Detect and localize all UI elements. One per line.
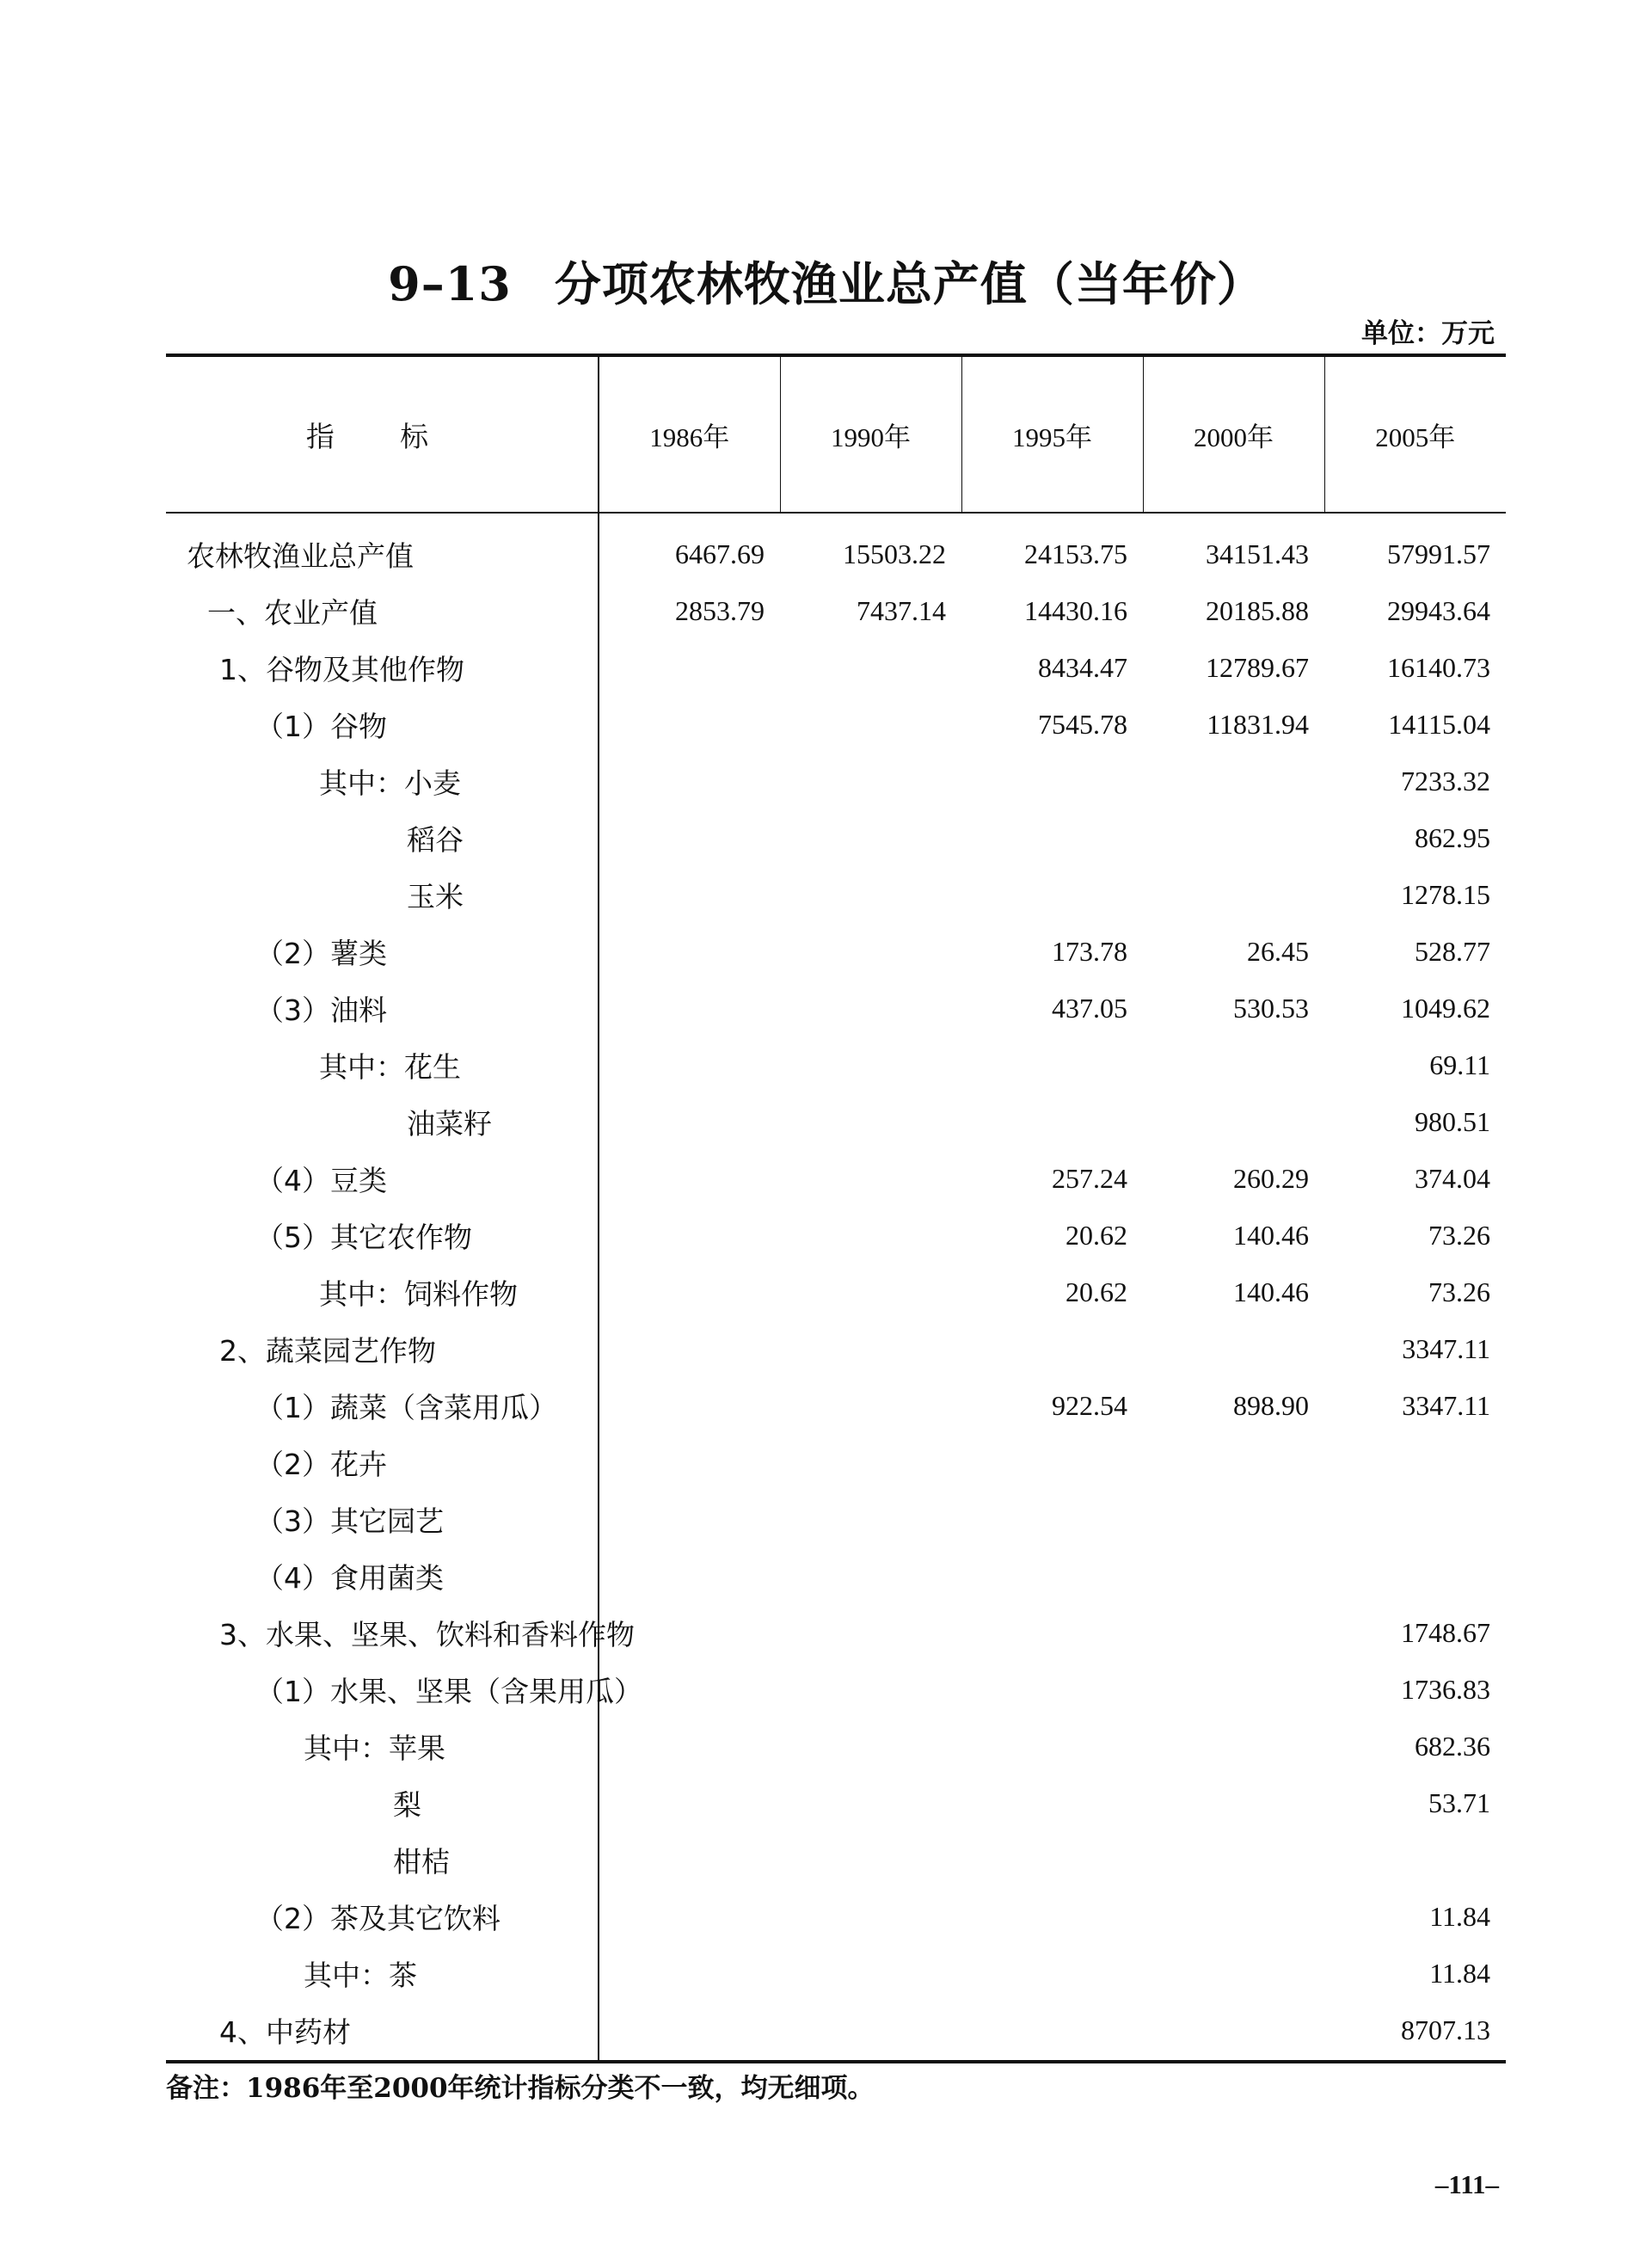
row-value: 69.11 — [1429, 1049, 1490, 1080]
row-value — [780, 1547, 961, 1604]
row-indicator: （1）蔬菜（含菜用瓜） — [166, 1377, 599, 1434]
table-row — [166, 1945, 1506, 2002]
row-value: 26.45 — [1247, 935, 1309, 967]
table-row — [166, 1434, 1506, 1491]
row-value: 11831.94 — [1207, 708, 1309, 740]
row-indicator: （4）食用菌类 — [166, 1547, 599, 1604]
row-value — [961, 2002, 1143, 2062]
row-value — [780, 1661, 961, 1718]
row-indicator: 农林牧渔业总产值 — [166, 513, 599, 582]
row-value — [1143, 753, 1324, 809]
row-value: 3347.11 — [1402, 1332, 1490, 1364]
table-row — [166, 923, 1506, 980]
row-value — [961, 1491, 1143, 1547]
row-indicator: （3）油料 — [166, 980, 599, 1036]
table-row — [166, 1604, 1506, 1661]
table-row — [166, 2002, 1506, 2062]
row-value: 34151.43 — [1206, 538, 1309, 569]
row-value — [599, 980, 780, 1036]
header-year: 2000年 — [1143, 355, 1324, 513]
row-indicator: （5）其它农作物 — [166, 1207, 599, 1264]
row-value — [1324, 1547, 1506, 1604]
header-indicator: 指 标 — [166, 355, 599, 513]
row-value: 57991.57 — [1387, 538, 1490, 569]
row-value — [780, 639, 961, 696]
row-indicator: 油菜籽 — [166, 1093, 599, 1150]
table-row — [166, 1774, 1506, 1831]
row-value: 6467.69 — [675, 538, 765, 569]
table-row — [166, 1377, 1506, 1434]
data-table — [166, 354, 1506, 2063]
row-value — [780, 923, 961, 980]
row-value — [599, 2002, 780, 2062]
row-value — [780, 1434, 961, 1491]
row-value — [961, 753, 1143, 809]
header-year: 2005年 — [1324, 355, 1506, 513]
row-value — [780, 1945, 961, 2002]
row-value — [599, 809, 780, 866]
row-indicator: 其中：小麦 — [166, 753, 599, 809]
row-indicator: 柑桔 — [166, 1831, 599, 1888]
row-value — [1143, 1491, 1324, 1547]
row-value — [599, 1718, 780, 1774]
row-value — [1143, 1093, 1324, 1150]
header-year: 1986年 — [599, 355, 780, 513]
row-value — [599, 1434, 780, 1491]
row-value — [1143, 1945, 1324, 2002]
row-value — [1143, 2002, 1324, 2062]
row-value: 29943.64 — [1387, 594, 1490, 626]
row-indicator: 其中：茶 — [166, 1945, 599, 2002]
row-value: 1049.62 — [1401, 992, 1490, 1024]
row-value: 437.05 — [1052, 992, 1127, 1024]
row-value — [961, 1547, 1143, 1604]
row-value: 980.51 — [1415, 1105, 1490, 1137]
row-value: 260.29 — [1233, 1162, 1309, 1194]
row-value — [1324, 1831, 1506, 1888]
row-value — [599, 696, 780, 753]
row-value — [599, 1264, 780, 1320]
row-value — [1324, 1491, 1506, 1547]
row-indicator: 一、农业产值 — [166, 582, 599, 639]
row-indicator: 玉米 — [166, 866, 599, 923]
row-value — [961, 1831, 1143, 1888]
row-value: 8707.13 — [1401, 2014, 1490, 2045]
row-indicator: （2）花卉 — [166, 1434, 599, 1491]
row-value — [780, 1207, 961, 1264]
table-row — [166, 809, 1506, 866]
row-value — [1324, 1434, 1506, 1491]
row-value — [780, 1718, 961, 1774]
row-value — [961, 1774, 1143, 1831]
row-value: 14115.04 — [1388, 708, 1490, 740]
row-indicator: （3）其它园艺 — [166, 1491, 599, 1547]
table-row — [166, 1661, 1506, 1718]
row-value — [1143, 1547, 1324, 1604]
row-indicator: （2）薯类 — [166, 923, 599, 980]
table-row — [166, 1150, 1506, 1207]
row-value — [961, 1434, 1143, 1491]
row-value: 173.78 — [1052, 935, 1127, 967]
row-value: 257.24 — [1052, 1162, 1127, 1194]
row-value — [599, 1093, 780, 1150]
row-indicator: （1）水果、坚果（含果用瓜） — [166, 1661, 599, 1718]
row-value — [599, 1207, 780, 1264]
row-value — [599, 1377, 780, 1434]
row-indicator: 其中：苹果 — [166, 1718, 599, 1774]
table-row — [166, 513, 1506, 582]
table-row — [166, 1831, 1506, 1888]
row-value — [599, 1320, 780, 1377]
row-value: 53.71 — [1428, 1787, 1490, 1818]
row-value — [599, 639, 780, 696]
table-row — [166, 1547, 1506, 1604]
header-row — [166, 355, 1506, 513]
row-value — [780, 2002, 961, 2062]
row-value — [599, 1150, 780, 1207]
row-value — [961, 1320, 1143, 1377]
row-indicator: 1、谷物及其他作物 — [166, 639, 599, 696]
row-value: 73.26 — [1428, 1219, 1490, 1251]
row-value: 528.77 — [1415, 935, 1490, 967]
row-value — [1143, 1661, 1324, 1718]
row-value — [780, 1774, 961, 1831]
table-row — [166, 639, 1506, 696]
row-value — [780, 1604, 961, 1661]
header-year: 1990年 — [780, 355, 961, 513]
row-value — [1143, 809, 1324, 866]
row-value: 7545.78 — [1038, 708, 1127, 740]
row-value — [961, 1036, 1143, 1093]
row-indicator: （4）豆类 — [166, 1150, 599, 1207]
row-value: 922.54 — [1052, 1389, 1127, 1421]
row-value — [780, 753, 961, 809]
row-value: 16140.73 — [1387, 651, 1490, 683]
table-row — [166, 980, 1506, 1036]
row-value: 3347.11 — [1402, 1389, 1490, 1421]
row-value — [599, 1491, 780, 1547]
header-year: 1995年 — [961, 355, 1143, 513]
row-value: 11.84 — [1429, 1900, 1490, 1932]
table-row — [166, 696, 1506, 753]
row-value — [599, 866, 780, 923]
row-value: 20185.88 — [1206, 594, 1309, 626]
table-row — [166, 1491, 1506, 1547]
row-value: 24153.75 — [1024, 538, 1127, 569]
row-value — [599, 1036, 780, 1093]
row-indicator: 梨 — [166, 1774, 599, 1831]
row-indicator: 其中：花生 — [166, 1036, 599, 1093]
row-value — [961, 1888, 1143, 1945]
row-value — [1143, 1320, 1324, 1377]
row-indicator: （1）谷物 — [166, 696, 599, 753]
row-value — [780, 1831, 961, 1888]
row-value — [780, 980, 961, 1036]
row-value: 20.62 — [1066, 1219, 1127, 1251]
row-value — [599, 1774, 780, 1831]
row-value: 20.62 — [1066, 1276, 1127, 1307]
row-value — [1143, 1604, 1324, 1661]
row-value: 12789.67 — [1206, 651, 1309, 683]
row-value: 140.46 — [1233, 1276, 1309, 1307]
row-value: 374.04 — [1415, 1162, 1490, 1194]
row-value: 14430.16 — [1024, 594, 1127, 626]
table-row — [166, 1093, 1506, 1150]
row-value — [1143, 1434, 1324, 1491]
row-value — [961, 1093, 1143, 1150]
table-row — [166, 1888, 1506, 1945]
row-value — [599, 1547, 780, 1604]
table-row — [166, 582, 1506, 639]
row-value — [599, 753, 780, 809]
row-value — [961, 1945, 1143, 2002]
table-row — [166, 753, 1506, 809]
table-row — [166, 1207, 1506, 1264]
row-value — [599, 923, 780, 980]
row-value: 73.26 — [1428, 1276, 1490, 1307]
row-value: 15503.22 — [843, 538, 946, 569]
row-value: 898.90 — [1233, 1389, 1309, 1421]
row-value — [780, 1036, 961, 1093]
row-value — [1143, 866, 1324, 923]
footnote: 备注：1986年至2000年统计指标分类不一致，均无细项。 — [166, 2073, 875, 2104]
row-value — [1143, 1774, 1324, 1831]
row-value — [1143, 1718, 1324, 1774]
row-value: 1736.83 — [1401, 1673, 1490, 1705]
row-value — [780, 1888, 961, 1945]
row-value — [780, 1491, 961, 1547]
row-value — [599, 1888, 780, 1945]
row-value: 862.95 — [1415, 821, 1490, 853]
row-indicator: 3、水果、坚果、饮料和香料作物 — [166, 1604, 599, 1661]
row-value: 1748.67 — [1401, 1616, 1490, 1648]
unit-label: 单位：万元 — [1361, 318, 1495, 349]
page-title — [0, 248, 1652, 314]
row-value: 11.84 — [1429, 1957, 1490, 1989]
row-value — [780, 1377, 961, 1434]
row-value: 7437.14 — [857, 594, 946, 626]
row-value — [599, 1945, 780, 2002]
row-value — [780, 1264, 961, 1320]
row-value — [961, 1604, 1143, 1661]
row-value — [780, 1093, 961, 1150]
table-row — [166, 1320, 1506, 1377]
page-number: –111– — [1434, 2169, 1499, 2199]
table-row — [166, 1036, 1506, 1093]
row-indicator: 稻谷 — [166, 809, 599, 866]
row-value: 530.53 — [1233, 992, 1309, 1024]
table-row — [166, 1264, 1506, 1320]
row-indicator: 其中：饲料作物 — [166, 1264, 599, 1320]
row-value — [780, 809, 961, 866]
row-value: 682.36 — [1415, 1730, 1490, 1762]
row-value — [780, 1320, 961, 1377]
row-value — [780, 866, 961, 923]
row-value: 140.46 — [1233, 1219, 1309, 1251]
row-indicator: 4、中药材 — [166, 2002, 599, 2062]
table-title-text: 分项农林牧渔业总产值（当年价） — [554, 256, 1264, 311]
row-indicator: 2、蔬菜园艺作物 — [166, 1320, 599, 1377]
row-value — [780, 1150, 961, 1207]
table-number: 9–13 — [388, 256, 512, 311]
row-value — [599, 1831, 780, 1888]
row-value — [780, 696, 961, 753]
row-value: 8434.47 — [1038, 651, 1127, 683]
row-indicator: （2）茶及其它饮料 — [166, 1888, 599, 1945]
table-body — [166, 513, 1506, 2062]
row-value: 7233.32 — [1401, 765, 1490, 796]
row-value — [961, 809, 1143, 866]
row-value: 2853.79 — [675, 594, 765, 626]
row-value — [961, 866, 1143, 923]
row-value — [961, 1661, 1143, 1718]
row-value — [1143, 1036, 1324, 1093]
row-value: 1278.15 — [1401, 878, 1490, 910]
table-row — [166, 866, 1506, 923]
row-value — [961, 1718, 1143, 1774]
table-row — [166, 1718, 1506, 1774]
row-value — [1143, 1888, 1324, 1945]
row-value — [1143, 1831, 1324, 1888]
